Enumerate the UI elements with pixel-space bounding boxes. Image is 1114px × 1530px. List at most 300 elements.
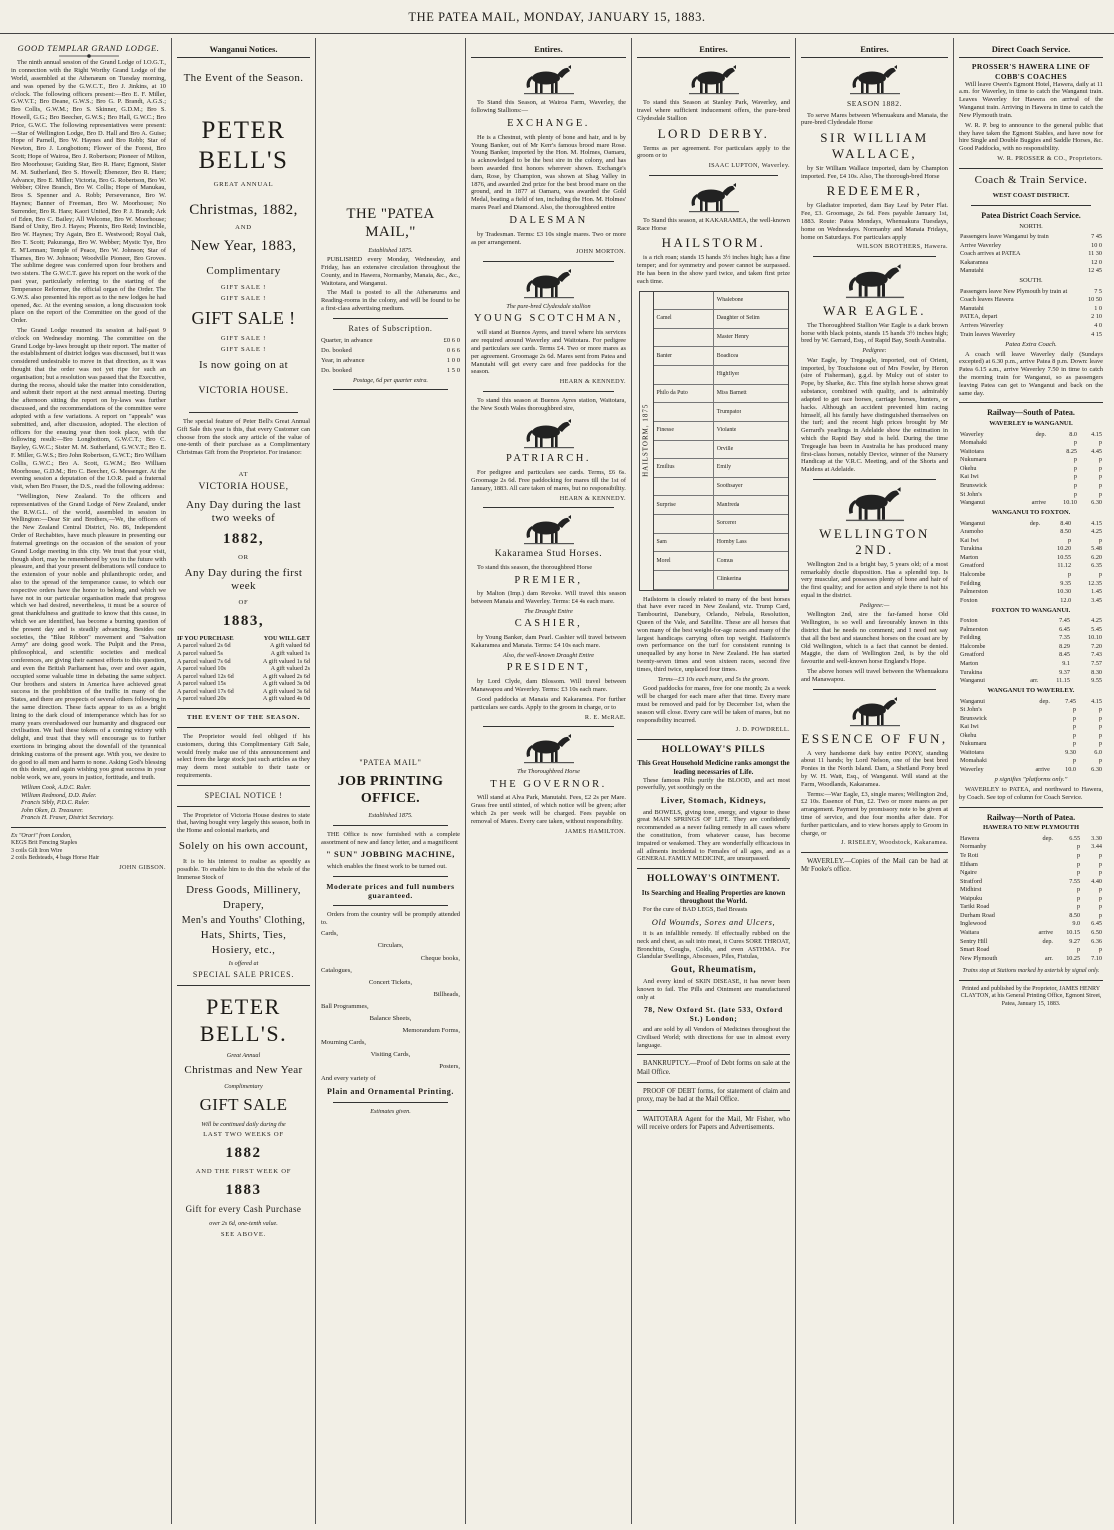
timetable-cell: 6.45 [1059,625,1070,633]
timetable-cell: p [1073,490,1078,498]
rate-row [321,347,460,355]
timetable-row [959,886,1103,895]
timetable-row [959,304,1103,313]
timetable-cell [1018,748,1051,757]
gift-row [177,658,310,666]
signature-morton: JOHN MORTON. [575,248,626,256]
timetable-cell: p [1098,464,1102,472]
timetable-cell: p [1077,903,1081,911]
gift-sale-small: GIFT SALE ! [220,283,267,291]
timetable-cell: 6.36 [1091,937,1102,945]
timetable-cell: 6.0 [1094,748,1102,756]
timetable-cell: p [1098,851,1102,859]
timetable-cell: 9.30 [1065,748,1076,756]
timetable-cell: 9.35 [1060,579,1072,587]
timetable-cell: p [1098,886,1102,894]
governor-description: Will stand at Alva Park, Manutahi. Fees, £2 2s per Mare. Grass free until stinted, of which notice will be given; after which 2s per week will be charged. Fees payable on removal of Mares. Every care taken, without responsibility. [471,794,626,825]
pedigree-dam: Trumpator [716,408,742,415]
station-name: Okehu [960,731,977,739]
estimates-given: Estimates given. [370,1107,411,1115]
signature-wilson: WILSON BROTHERS, Hawera. [856,243,948,251]
rate-row [321,367,460,375]
timetable-cell [1019,634,1039,643]
wellington-travel: The above horses will travel between the Whenuakura and Manawapou. [801,668,948,683]
timetable-row [959,766,1103,775]
timetable-cell: p [1098,946,1102,954]
timetable-row [959,677,1103,686]
timetable-cell: p [1077,843,1081,851]
gift-row [177,688,310,696]
timetable-row [959,877,1103,886]
pedigree-sire: Emilius [654,459,714,477]
timetable-row [959,473,1103,482]
holloways-pills-title: HOLLOWAY'S PILLS [661,744,766,755]
pedigree-sire [654,292,714,310]
timetable-cell [1018,740,1051,749]
entires-heading: Entires. [801,40,948,58]
patea-mail-title: THE "PATEA MAIL," [346,206,435,241]
blank-space [321,40,460,200]
station-name: Wanganui [960,697,985,705]
station-name: Kai Iwi [960,473,979,481]
rates-table [321,337,460,375]
gift-purchase: A parcel valued 7s 6d [177,657,231,665]
pedigree-dam: Miss Barnett [716,389,747,396]
gift-purchase: A parcel valued 10s [177,665,226,673]
pedigree-dam: Boadicea [716,352,739,359]
timetable-cell [1018,714,1051,723]
pedigree-sire [654,366,714,384]
pedigree-dam: Clinkerina [716,576,742,583]
timetable-cell: p [1072,731,1076,739]
timetable-cell [1017,579,1041,588]
gift-row [177,680,310,688]
timetable-cell [1017,596,1041,605]
timetable-row [959,937,1103,946]
gift-value: A gift valued 3s 6d [262,687,310,695]
pedigree-row [654,441,788,460]
station-name: Waitotara [960,447,984,455]
north-label: NORTH. [1019,222,1043,230]
station-name: Waverley [960,430,984,438]
templar-paragraph-1: The ninth annual session of the Grand Lodge of I.O.G.T., in connection with the Right Worthy Grand Lodge of the World, assembled at the Athenæum on Tuesday morning, and was opened by the G.W.C.T., Bro J. Jinkins, at 10 o'clock. The following officers present:—Bro E. F. Miller, G.W.V.T.; Bro Deane, G.W.S.; Bro G. P. Brandt, A.G.S.; Bro Collis, G.W.M.; Bro S. Skinner, G.D.M.; Bro S. Howell, G.G.; Bro Beecher, G.W.S.; Bro Hall, G.W.C.; Bro Price, G.W.C. The following representatives were present:—Star of Wellington Lodge, Bro D. Hall and Bro A. Guise; Hope of Parnell, Bro W. Haynes and Bro Robb; Star of Newton, Bro J. Longbottom; Flower of the Forest, Bro Scott; Hope of Wairoa, Bro J. Robertson; Pioneer of Milton, Bro Moorhouse; Guiding Star, Bro R. Hare; Egmont, Sister M. M. Sutherland, Bro S. Howell; Ebenezer, Bro R. Hare; Advance, Bro E. Miller; Victoria, Bro G. Robertson, Bro W. Webber; Olive Branch, Bro W. Collis; Hope of Manukau, Bros S. Spenner and A. Robb; Perseverance, Bro W. Haynes; Banner of Freeman, Bro W. Moorhouse; No Surrender, Bro R. Hare; Kaori United, Bro P. J. Brandt; Ark of Eden, Bro C. Bailey; All Welcome, Bro W. Moorhouse; Band of Unity, Bro J. Hayes; Phœnix, Bro Reid; Invincible, Bro W. Haynes; Try Again, Bro E. Westwood; Royal Oak, Bro T. Scott; Pakuranga, Bro W. Webber; Mystic Tye, Bro E. M'Lennan; Temple of Peace, Bro W. Johnson; Star of Thames, Bro W. Johnson; Woodville Pioneer, Bro Groves. The sublime degree was conferred upon four brothers and two sisters. The G.W.C.T. gave his report on the work of the past year, particularly referring to the starting of the Temperance Reformer, the official organ of the Order. The G.W.S. also presented his report as to the new lodges he had opened, &c. At the evening session, a long discussion took place on the report of the Committee on the good of the Order. [11,59,166,325]
timetable-cell: p [1077,851,1081,859]
horse-name-premier: PREMIER, [514,574,583,586]
rate-period: Year, in advance [321,356,365,364]
station-name: Hawera [960,834,980,842]
rate-row [321,357,460,365]
ad-footer-line: 3 coils Gilt Iron Wire [11,847,63,854]
signature-mcrae: R. E. McRAE. [584,713,626,721]
station-name: Sentry Hill [960,937,988,945]
rate-amount: 0 6 6 [446,346,460,354]
timetable-cell: 9.37 [1059,668,1070,676]
timetable-cell: 10.0 [1065,766,1076,774]
pedigree-sire: Camel [654,310,714,328]
pedigree-dam: Comus [716,557,734,564]
station-name: Feilding [960,579,981,587]
timetable-cell: p [1098,481,1102,489]
masthead: THE PATEA MAIL, MONDAY, JANUARY 15, 1883. [0,10,1114,34]
ointment-paragraph-4: and are sold by all Vendors of Medicines throughout the Civilised World; with directions for use in almost every language. [637,1025,790,1049]
timetable-row [959,668,1103,677]
printing-item: Circulars, [377,942,404,950]
redeemer-description: by Gladiator imported, dam Bay Leaf by Peter Flat. Fee, £3. Groomage, 2s 6d. Fees payable January 1st, 1883. Route: Patea Mondays, Whenuakura Tuesdays, home on Wednesdays. Normanby and Manaia Fridays, home on Saturdays. For particulars apply [801,202,948,241]
timetable-row [959,740,1103,749]
printing-item: Balance Sheets, [369,1014,412,1022]
column-entires-1 [466,38,632,1524]
timetable-row [959,536,1103,545]
wanganui-notices-heading: Wanganui Notices. [177,40,310,58]
timetable-cell [1018,706,1051,715]
oxford-address: 78, New Oxford St. (late 533, Oxford St.) London; [644,1004,783,1023]
continued-daily: Will be continued daily during the [201,1120,286,1128]
timetable-cell [1026,860,1054,869]
pedigree-dam: Hornby Lass [716,538,747,545]
timetable-cell: 3.30 [1091,834,1102,842]
station-name: PATEA, depart [960,313,998,321]
horse-name-wellington-2nd: WELLINGTON 2ND. [819,526,930,557]
signature-hamilton: JAMES HAMILTON. [564,827,626,835]
timetable-row [959,860,1103,869]
timetable-row [959,659,1103,668]
established: Established 1875. [368,246,413,254]
timetable-cell: 4 0 [1094,322,1102,329]
divider [959,980,1103,981]
gift-value: A gift valued 6d [269,642,310,650]
pedigree-row [654,459,788,478]
ad-footer-line: KEGS Brit Fencing Staples [11,840,78,847]
gift-every-purchase: Gift for every Cash Purchase [185,1204,302,1215]
divider [177,727,310,728]
timetable-row [959,634,1103,643]
timetable-cell [1019,668,1039,677]
pedigree-sire: Philo da Puto [654,385,714,403]
horse-name-lord-derby: LORD DERBY. [657,125,770,141]
waverley-copies-notice: WAVERLEY.—Copies of the Mail can be had at Mr Fooke's office. [801,858,948,874]
station-name: Greatford [960,562,985,570]
gift-row [177,673,310,681]
station-name: Kakaramea [960,258,989,266]
timetable-cell: arrive [1035,766,1050,774]
ointment-sub: Its Searching and Healing Properties are known throughout the World. [641,888,786,906]
timetable-row [959,723,1103,732]
waitotara-agent-notice: WAITOTARA Agent for the Mail, Mr Fisher, who will receive orders for Papers and Advertisements. [637,1115,790,1131]
special-sale-prices: SPECIAL SALE PRICES. [192,970,295,980]
pedigree-row [654,496,788,515]
exchange-intro: To Stand this Season, at Wairoa Farm, Waverley, the following Stallions:— [471,99,626,115]
timetable-cell: p [1098,570,1102,578]
pedigree-dam: Whalebone [716,296,744,303]
pedigree-sire: Banter [654,347,714,365]
station-name: Kai Iwi [960,536,979,544]
divider [971,205,1091,206]
gout-rheumatism: Gout, Rheumatism, [670,964,757,975]
divider [333,876,448,877]
premier-description: by Malton (Imp.) dam Revoke. Will travel this season between Manaia and Waverley. Terms: £4 4s each mare. [471,590,626,606]
moderate-prices: Moderate prices and full numbers guaranteed. [326,881,455,900]
timetable-row [959,834,1103,843]
station-name: Momahaki [960,439,987,447]
signature-hearn-kennedy: HEARN & KENNEDY. [559,378,626,386]
paddocks-paragraph: Good paddocks at Manaia and Kakaramea. For further particulars see cards. Apply to the groom in charge, or to [471,695,626,711]
lord-derby-terms: Terms as per agreement. For particulars apply to the groom or to [637,144,790,160]
gift-sale-small: GIFT SALE ! [220,294,267,302]
station-name: Wanganui [960,519,985,527]
timetable-row [959,894,1103,903]
cashier-description: by Young Banker, dam Pearl. Cashier will travel between Kakaramea and Manaia. Terms: £4 10s each mare. [471,634,626,650]
prosser-title: PROSSER'S HAWERA LINE OF COBB'S COACHES [971,62,1091,81]
timetable-cell: 6.35 [1091,562,1102,570]
signature-lupton: ISAAC LUPTON, Waverley. [708,162,790,170]
timetable-row [959,562,1103,571]
timetable-cell: 4.15 [1091,697,1102,705]
timetable-cell: 9.55 [1091,677,1102,685]
timetable-row [959,447,1103,456]
timetable-cell: 4.25 [1091,528,1102,536]
postage-note: Postage, 6d per quarter extra. [353,376,428,384]
timetable-cell: 11.15 [1056,677,1070,685]
office-title-1: "PATEA MAIL" [359,758,422,768]
timetable-cell: p [1072,723,1076,731]
timetable-row [959,617,1103,626]
pedigree-sire: Morel [654,552,714,570]
offered-at: Is offered at [228,959,259,967]
timetable-cell: p [1072,757,1076,765]
horse-name-essence-of-fun: ESSENCE OF FUN, [801,730,948,746]
patriarch-description: For pedigree and particulars see cards. Terms, £6 6s. Groomage 2s 6d. Free paddocking for mares till the 1st of January, 1883. All care taken of mares, but no responsibility. [471,469,626,492]
horse-icon [687,64,741,95]
timetable-row [959,869,1103,878]
entires-heading: Entires. [637,40,790,58]
christmas-1882: Christmas, 1882, [189,201,298,218]
wallace-intro: To serve Mares between Whenuakura and Manaia, the pure-bred Clydesdale Horse [801,111,948,127]
printing-item: Billheads, [433,990,460,998]
column-patea-mail [316,38,466,1524]
station-name: Nukumaru [960,740,987,748]
timetable-cell [1026,886,1054,895]
horse-icon [522,514,576,545]
timetable-cell: 4.45 [1091,447,1102,455]
solely-own-account: Solely on his own account, [178,840,309,852]
gift-table [177,642,310,703]
station-name: Turakina [960,668,983,676]
wallace-description: by Sir William Wallace imported, dam by Champion imported. Fee, £4 10s. Also, The thorough-bred Horse [801,164,948,180]
timetable-cell: p [1072,706,1076,714]
pedigree-sire [654,441,714,459]
extra-coach-title: Patea Extra Coach. [1005,340,1057,348]
special-notice: SPECIAL NOTICE ! [204,790,283,800]
timetable-cell [1017,545,1041,554]
timetable-row [959,731,1103,740]
ointment-paragraph-3: And every kind of SKIN DISEASE, it has never been known to fail. The Pills and Ointment are manufactured only at [637,978,790,1001]
rate-row [321,337,460,345]
station-name: Aramoho [960,528,984,536]
pedigree-sire: Sam [654,534,714,552]
templar-paragraph-2: The Grand Lodge resumed its session at half-past 9 o'clock on Wednesday morning. The committee on the Grand Lodge by-laws brought up their report. The matter of the establishment of district lodges was discussed, but it was considered undesirable to move in that direction, as it was thought that the order was not yet ripe for such an organisation; but a resolution was passed that the Executive, during the recess, should take the matter into consideration, and submit their report at the next annual meeting. During the afternoon sitting the report on by-laws was further discussed, and the recommendations of the committee were adopted with a few variations. A report on "appeals" was submitted, and, after discussion, adopted. The election of officers for the ensuing year then took place, with the following result:—Bro Longbottom, G.W.C.T.; Bro C. Bayley, G.W.C.; Sister M. M. Sutherland, G.W.V.T.; Bro E. F. Miller, G.W.S.; Bro John Robertson, G.W.T.; Bro William Collis, G.W.C.; Bro A. Scott, G.W.M.; Bro William Moorhouse, G.D.M.; Bro C. Beecher, G. Messenger. At the evening session a deputation of the I.O.R. paid a fraternal visit, when Bro Fraser, the D.S., read the following address: [11,326,166,491]
timetable-row [959,267,1103,276]
station-name: Normanby [960,843,987,851]
horse-name-exchange: EXCHANGE. [507,117,590,129]
timetable-row [959,241,1103,250]
timetable-cell: arrive [1031,499,1047,507]
divider [801,852,948,853]
timetable-cell: 4.25 [1091,617,1102,625]
see-above: SEE ABOVE. [220,1230,267,1238]
pedigree-sire [654,515,714,533]
timetable-cell: 11 30 [1088,250,1102,258]
printing-items-list [321,930,460,1082]
prosser-paragraph: Will leave Owen's Egmont Hotel, Hawera, daily at 11 a.m. for Waverley, in time to catch the Wanganui train. Leaves Waverley for Hawera on arrival of the Wanganui train. Arriving in Hawera in time to catch the New Plymouth train. [959,80,1103,119]
gift-value: A gift valued 2s 6d [262,672,310,680]
station-name: Te Roti [960,851,979,859]
west-coast-district: WEST COAST DISTRICT. [992,191,1070,199]
timetable-cell: 5.45 [1091,625,1102,633]
timetable-cell: 10.15 [1066,929,1081,937]
timetable-row [959,258,1103,267]
column-good-templar [6,38,172,1524]
columns [6,38,1108,1524]
column-entires-3 [796,38,954,1524]
printing-item: Mourning Cards, [321,1038,367,1046]
horse-icon [843,263,907,299]
coach-train-service: Coach & Train Service. [974,173,1088,186]
pedigree-row [654,534,788,553]
timetable-row [959,570,1103,579]
great-annual: GREAT ANNUAL [213,180,274,188]
printing-item: Ball Programmes, [321,1002,369,1010]
complimentary: Complimentary [206,265,281,278]
timetable-cell: 9.27 [1069,937,1081,945]
station-name: St John's [960,706,982,714]
interest-paragraph: It is to his interest to realise as speedily as possible. To enable him to do this the whole of the Immense Stock of [177,858,310,882]
divider [333,389,448,390]
station-name: Turakina [960,545,983,553]
timetable-cell: p [1098,490,1102,498]
bankruptcy-notice: BANKRUPTCY.—Proof of Debt forms on sale at the Mail Office. [637,1060,790,1076]
divider [483,726,614,727]
divider [649,175,778,176]
pedigree-dam: Emily [716,464,731,471]
timetable-row [959,579,1103,588]
pedigree-row [654,422,788,441]
gift-purchase: A parcel valued 17s 6d [177,687,234,695]
pony-icon [848,696,902,727]
station-name: Coach leaves Hawera [960,296,1014,304]
first-week-of: AND THE FIRST WEEK OF [195,1167,292,1175]
war-eagle-description: The Thoroughbred Stallion War Eagle is a dark brown horse with black points, stands 15 hands 3½ inches high; bred by W. Gerrard, Esq., of Rapid Bay, South Australia. [801,321,948,345]
timetable-row [959,233,1103,242]
timetable-cell: p [1098,869,1102,877]
special-notice-paragraph: The Proprietor of Victoria House desires to state that, having bought very largely this season, both in the Home and colonial markets, and [177,811,310,835]
timetable-cell [1017,528,1041,537]
divider [189,412,298,413]
signature-prosser: W. R. PROSSER & CO., Proprietors. [997,154,1103,162]
timetable-cell: 8.25 [1066,447,1078,455]
ys-description: will stand at Buenos Ayres, and travel where his services are required around Waverley and Waitotara. For pedigree and particulars see cards. Terms £4. Two or more mares as per agreement. Groomage 2s 6d. Mares sent from Patea and Manutahi will get every care and free paddocks for the season. [471,329,626,376]
station-name: Brunswick [960,714,987,722]
timetable-cell [1015,473,1047,482]
printing-item: Posters, [439,1062,460,1070]
direct-coach-heading: Direct Coach Service. [959,40,1103,58]
at-label: AT [238,470,249,478]
station-name: Halcombe [960,642,986,650]
timetable-row [959,250,1103,259]
wellington-description: Wellington 2nd is a bright bay, 5 years old; of a most remarkably docile disposition. Has a splendid top. Is very muscular, and possesses plenty of bone and hair of the first quality; and for action and style there is not his equal in the district. [801,560,948,599]
sun-jobbing-machine: " SUN" JOBBING MACHINE, [325,849,456,860]
station-name: Marton [960,553,979,561]
pedigree-row [654,292,788,311]
station-name: Tariki Road [960,903,990,911]
christmas-new-year: Christmas and New Year [184,1064,303,1077]
station-name: Momahaki [960,757,987,765]
pedigree-row [654,366,788,385]
timetable-cell: 7.55 [1069,877,1081,885]
hawera-new-plymouth-timetable [959,834,1103,962]
timetable-cell: 4.15 [1091,519,1102,527]
ad-footer-line: 2 coils Bedsteads, 4 bags Horse Hair [11,854,100,861]
station-name: Inglewood [960,920,987,928]
station-name: Waitara [960,929,980,937]
timetable-cell: p [1098,757,1102,765]
station-name: Wanganui [960,499,985,507]
station-name: Greatford [960,651,985,659]
timetable-row [959,588,1103,597]
gift-sale-small: GIFT SALE ! [220,345,267,353]
timetable-cell: p [1098,911,1102,919]
timetable-cell: 7.43 [1091,651,1102,659]
horse-name-war-eagle: WAR EAGLE. [823,302,926,318]
rate-period: Quarter, in advance [321,336,373,344]
station-name: Stratford [960,877,982,885]
gift-row [177,695,310,703]
hailstorm-pedigree-table [639,291,789,591]
any-day-first-week: Any Day during the first week [184,566,303,593]
goods-line: Men's and Youths' Clothing, [181,914,306,926]
event-of-season: The Event of the Season. [183,72,304,85]
patriarch-intro: To stand this season at Buenos Ayres station, Waitotara, the New South Wales thoroughbred sire, [471,396,626,412]
job-printing-office: JOB PRINTING OFFICE. [337,774,444,807]
hailstorm-terms: Terms—£3 10s each mare, and 5s the groom. [657,675,770,683]
timetable-row [959,903,1103,912]
printing-item: Catalogues, [321,966,352,974]
timetable-cell [1026,877,1054,886]
waverley-wanganui-title: WAVERLEY to WANGANUI. [989,420,1073,428]
proprietor-paragraph: The Proprietor would feel obliged if his customers, during this Complimentary Gift Sale, would freely make use of this announcement and select from the large stock just such articles as they may deem most suitable to their taste or requirements. [177,732,310,779]
timetable-cell [1019,642,1039,651]
station-name: Palmerston [960,625,988,633]
pedigree-dam: Manfreda [716,501,740,508]
timetable-cell: p [1098,536,1102,544]
timetable-cell: 8.29 [1059,642,1070,650]
timetable-cell: 8.50 [1069,911,1081,919]
station-name: Waitotara [960,748,984,756]
year-1882: 1882, [222,531,265,548]
timetable-cell: 9.0 [1072,920,1081,928]
timetable-cell: dep. [1029,519,1041,527]
timetable-cell: 7.57 [1091,659,1102,667]
station-name: Ngaire [960,869,977,877]
timetable-cell [1019,617,1039,626]
horse-icon [687,182,741,213]
pedigree-label: Pedigree: [862,347,887,355]
plain-ornamental: Plain and Ornamental Printing. [327,1086,454,1096]
timetable-cell: 10.30 [1057,588,1072,596]
timetable-cell: p [1073,481,1078,489]
timetable-cell [1017,536,1041,545]
timetable-cell: 10 0 [1091,241,1102,249]
timetable-cell: p [1077,860,1081,868]
